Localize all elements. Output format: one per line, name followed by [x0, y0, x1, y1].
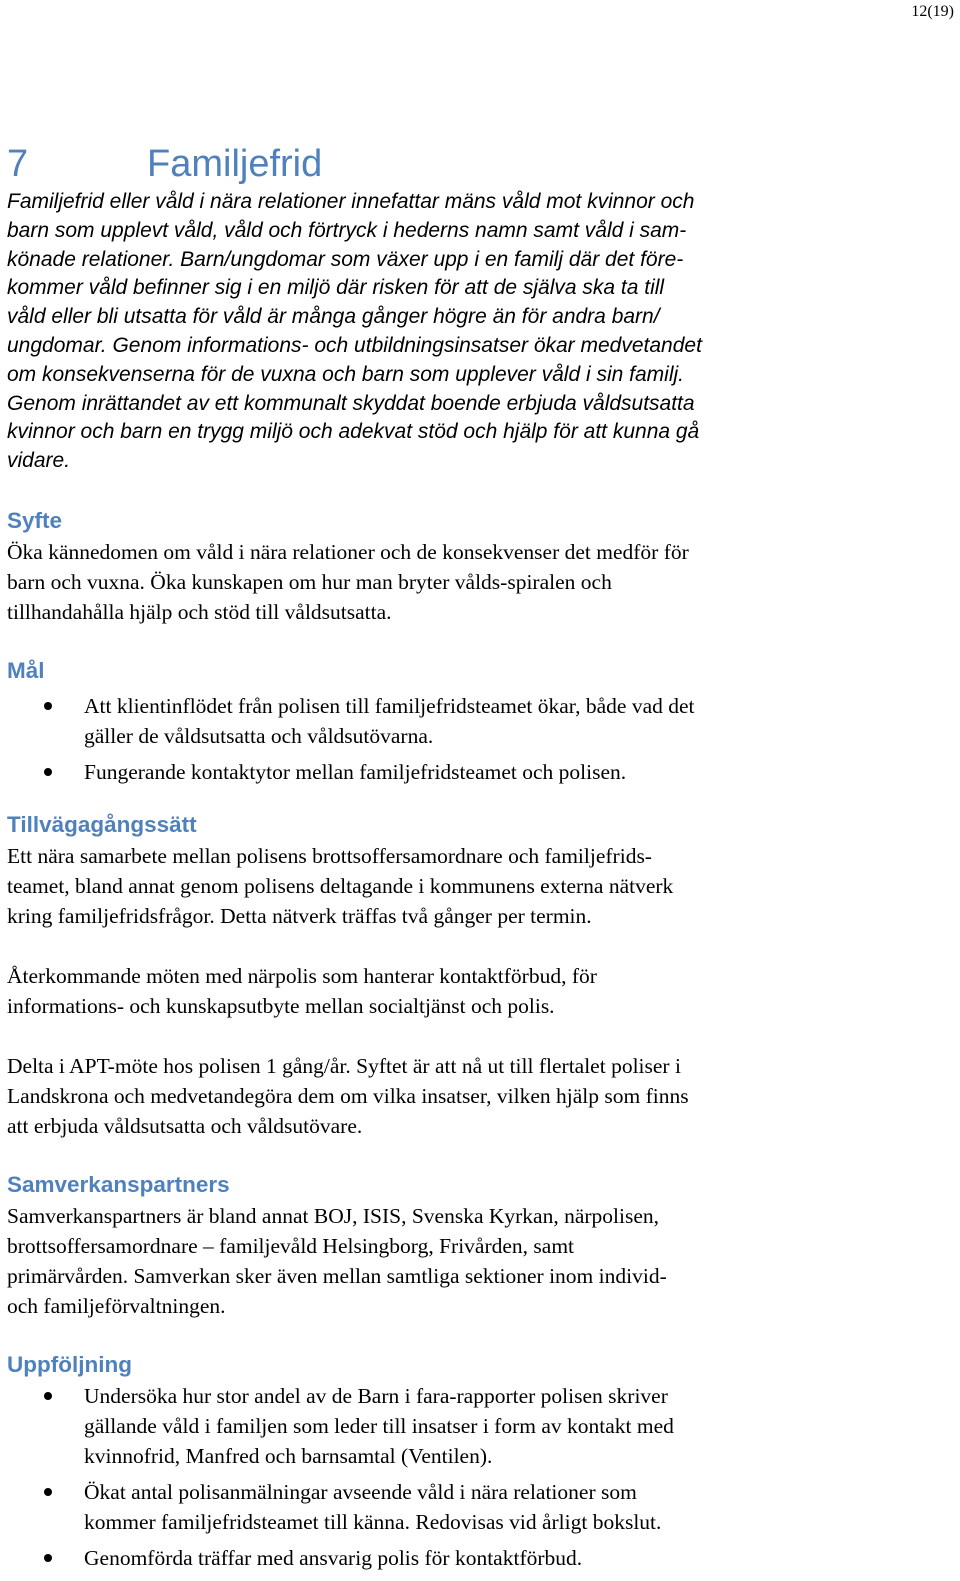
- intro-line: kommer våld befinner sig i en miljö där risken för att de själva ska ta till: [7, 276, 665, 300]
- list-item: [7, 1543, 837, 1573]
- tillvagagangssatt-paragraph: [7, 1051, 837, 1141]
- intro-line: vidare.: [7, 449, 71, 473]
- list-item-line: kommer familjefridsteamet till känna. Redovisas vid årligt bokslut.: [84, 1509, 662, 1534]
- samverkanspartners-paragraph: [7, 1201, 837, 1321]
- list-item-line: Undersöka hur stor andel av de Barn i fara-rapporter polisen skriver: [84, 1383, 668, 1408]
- list-item-line: Fungerande kontaktytor mellan familjefridsteamet och polisen.: [84, 759, 627, 784]
- chapter-number: 7: [7, 143, 29, 185]
- bullet-icon: [44, 702, 52, 710]
- text-line: Samverkanspartners är bland annat BOJ, ISIS, Svenska Kyrkan, närpolisen,: [7, 1203, 660, 1228]
- list-item-line: Att klientinflödet från polisen till familjefridsteamet ökar, både vad det: [84, 693, 695, 718]
- text-line: primärvården. Samverkan sker även mellan samtliga sektioner inom individ-: [7, 1263, 667, 1288]
- text-line: kring familjefridsfrågor. Detta nätverk träffas två gånger per termin.: [7, 903, 592, 928]
- bullet-icon: [44, 768, 52, 776]
- section-heading-uppfoljning: Uppföljning: [7, 1351, 132, 1377]
- tillvagagangssatt-paragraph: [7, 961, 837, 1021]
- mal-bullet-list: [7, 691, 837, 787]
- text-line: Öka kännedomen om våld i nära relationer och de konsekvenser det medför för: [7, 539, 689, 564]
- text-line: tillhandahålla hjälp och stöd till våldsutsatta.: [7, 599, 392, 624]
- section-heading-samverkanspartners: Samverkanspartners: [7, 1171, 230, 1197]
- intro-line: kvinnor och barn en trygg miljö och adekvat stöd och hjälp för att kunna gå: [7, 420, 700, 444]
- text-line: att erbjuda våldsutsatta och våldsutövare.: [7, 1113, 363, 1138]
- list-item: [7, 691, 837, 751]
- text-line: Återkommande möten med närpolis som hanterar kontaktförbud, för: [7, 963, 597, 988]
- uppfoljning-bullet-list: [7, 1381, 837, 1573]
- section-heading-syfte: Syfte: [7, 507, 63, 533]
- chapter-title: Familjefrid: [147, 143, 323, 185]
- text-line: barn och vuxna. Öka kunskapen om hur man bryter vålds-spiralen och: [7, 569, 612, 594]
- intro-line: barn som upplevt våld, våld och förtryck i hederns namn samt våld i sam-: [7, 218, 687, 242]
- text-line: informations- och kunskapsutbyte mellan socialtjänst och polis.: [7, 993, 555, 1018]
- list-item-line: gällande våld i familjen som leder till insatser i form av kontakt med: [84, 1413, 674, 1438]
- document-body: [7, 140, 837, 1579]
- tillvagagangssatt-paragraph: [7, 841, 837, 931]
- list-item: [7, 757, 837, 787]
- list-item: [7, 1477, 837, 1537]
- text-line: teamet, bland annat genom polisens deltagande i kommunens externa nätverk: [7, 873, 674, 898]
- intro-line: ungdomar. Genom informations- och utbildningsinsatser ökar medvetandet: [7, 333, 702, 357]
- text-line: brottsoffersamordnare – familjevåld Helsingborg, Frivården, samt: [7, 1233, 575, 1258]
- intro-line: Genom inrättandet av ett kommunalt skyddat boende erbjuda våldsutsatta: [7, 391, 695, 415]
- list-item-line: kvinnofrid, Manfred och barnsamtal (Ventilen).: [84, 1443, 493, 1468]
- bullet-icon: [44, 1488, 52, 1496]
- intro-line: våld eller bli utsatta för våld är många gånger högre än för andra barn/: [7, 305, 660, 329]
- intro-line: könade relationer. Barn/ungdomar som växer upp i en familj där det före-: [7, 247, 684, 271]
- list-item-line: gäller de våldsutsatta och våldsutövarna.: [84, 723, 434, 748]
- syfte-paragraph: [7, 537, 837, 627]
- list-item-line: Genomförda träffar med ansvarig polis för kontaktförbud.: [84, 1545, 583, 1570]
- chapter-heading: [7, 140, 837, 188]
- text-line: Ett nära samarbete mellan polisens brottsoffersamordnare och familjefrids-: [7, 843, 652, 868]
- section-heading-tillvagagangssatt: Tillvägagångssätt: [7, 811, 197, 837]
- page-number: 12(19): [911, 3, 954, 20]
- list-item-line: Ökat antal polisanmälningar avseende våld i nära relationer som: [84, 1479, 637, 1504]
- section-heading-mal: Mål: [7, 657, 45, 683]
- bullet-icon: [44, 1554, 52, 1562]
- text-line: Landskrona och medvetandegöra dem om vilka insatser, vilken hjälp som finns: [7, 1083, 689, 1108]
- bullet-icon: [44, 1392, 52, 1400]
- intro-paragraph: [7, 188, 837, 476]
- intro-line: om konsekvenserna för de vuxna och barn som upplever våld i sin familj.: [7, 362, 685, 386]
- text-line: Delta i APT-möte hos polisen 1 gång/år. Syftet är att nå ut till flertalet poliser i: [7, 1053, 681, 1078]
- list-item: [7, 1381, 837, 1471]
- intro-line: Familjefrid eller våld i nära relationer innefattar mäns våld mot kvinnor och: [7, 190, 695, 213]
- text-line: och familjeförvaltningen.: [7, 1293, 226, 1318]
